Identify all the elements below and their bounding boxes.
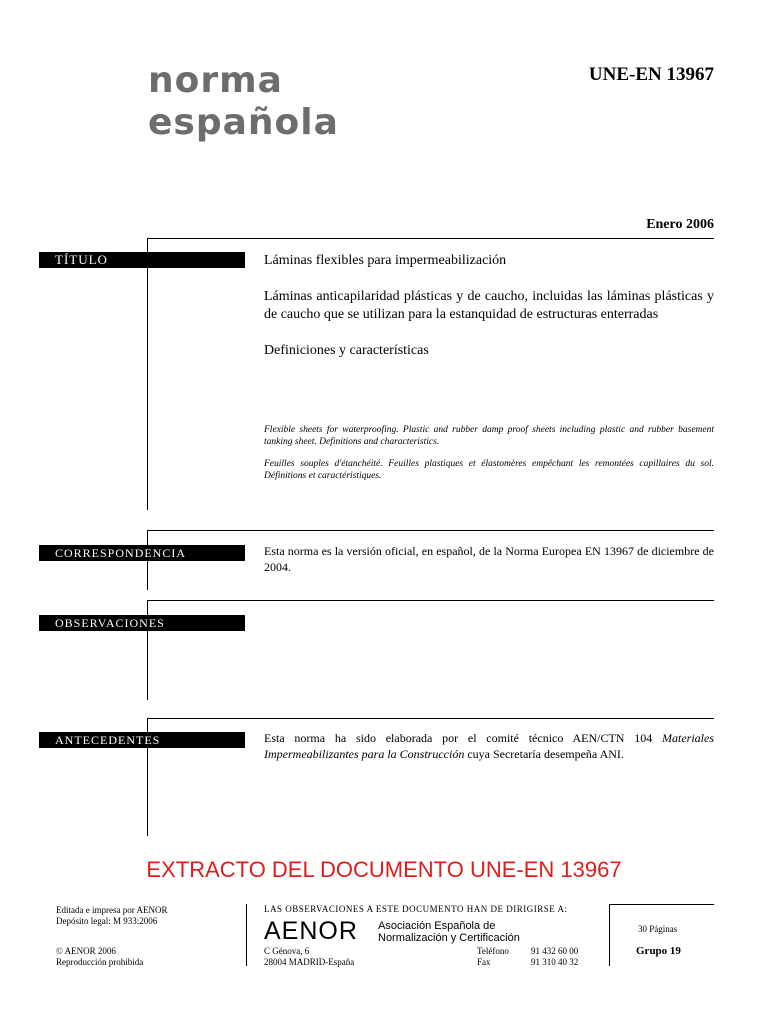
section-label-correspondencia: CORRESPONDENCIA [39, 545, 245, 561]
footer-edition [56, 905, 167, 927]
phone-number: 91 432 60 00 [531, 946, 579, 956]
divider-top [147, 238, 714, 239]
page-count: 30 Páginas [638, 924, 678, 934]
phone-label: Teléfono [477, 946, 509, 956]
divider-antecedentes [147, 718, 714, 719]
extract-watermark: EXTRACTO DEL DOCUMENTO UNE-EN 13967 [146, 857, 622, 882]
address-street: C Génova, 6 [264, 946, 310, 956]
fax-number: 91 310 40 32 [531, 957, 579, 967]
brand-line-2: española [148, 102, 339, 143]
footer-reproduction: Reproducción prohibida [56, 957, 144, 967]
address-city: 28004 MADRID-España [264, 957, 355, 967]
antecedentes-committee-name: Materiales Impermeabilizantes para la Construcción [264, 731, 714, 761]
footer-copyright: © AENOR 2006 [56, 946, 116, 956]
price-group: Grupo 19 [636, 945, 681, 957]
antecedentes-text [264, 730, 714, 762]
section-label-observaciones: OBSERVACIONES [39, 615, 245, 631]
divider-observaciones [147, 600, 714, 601]
fax-label: Fax [477, 957, 491, 967]
title-english: Flexible sheets for waterproofing. Plastic and rubber damp proof sheets including plastic and rubber basement tanking sheet. Definitions and characteristics. [264, 425, 714, 447]
footer-legal-deposit: Depósito legal: M 933:2006 [56, 916, 158, 926]
title-french: Feuilles souples d'étanchéité. Feuilles plastiques et élastomères empêchant les remontées capillaires du sol. Définitions et caractéristiques. [264, 459, 714, 481]
footer-divider-right [609, 904, 610, 966]
vertical-rule-titulo [147, 238, 148, 510]
section-label-titulo: TÍTULO [39, 252, 245, 268]
antecedentes-text-pre: Esta norma ha sido elaborada por el comité técnico AEN/CTN 104 [264, 731, 662, 745]
section-titulo-content [264, 252, 714, 482]
footer-address [264, 946, 354, 968]
antecedentes-text-post: cuya Secretaría desempeña ANI. [464, 747, 624, 761]
title-primary: Láminas flexibles para impermeabilización [264, 253, 507, 268]
brand-title [148, 60, 339, 144]
brand-line-1: norma [148, 60, 283, 101]
correspondencia-text: Esta norma es la versión oficial, en español, de la Norma Europea EN 13967 de diciembre de 2004. [264, 544, 714, 574]
association-name [378, 920, 520, 944]
divider-correspondencia [147, 530, 714, 531]
title-tertiary: Definiciones y características [264, 343, 429, 358]
publication-date: Enero 2006 [646, 217, 714, 232]
footer-divider-left [246, 904, 247, 966]
aenor-logo: AENOR [264, 917, 358, 945]
section-label-antecedentes: ANTECEDENTES [39, 732, 245, 748]
footer-rights [56, 946, 143, 968]
footer-contact [477, 946, 587, 968]
footer-observations-heading: LAS OBSERVACIONES A ESTE DOCUMENTO HAN DE DIRIGIRSE A: [264, 904, 568, 914]
title-secondary: Láminas anticapilaridad plásticas y de caucho, incluidas las láminas plásticas y de caucho que se utilizan para la estanquidad de estructuras enterradas [264, 289, 714, 322]
association-line-2: Normalización y Certificación [378, 932, 520, 944]
footer-edited: Editada e impresa por AENOR [56, 905, 168, 915]
standard-code: UNE-EN 13967 [588, 64, 714, 85]
association-line-1: Asociación Española de [378, 920, 496, 932]
group-box-top [609, 904, 714, 905]
